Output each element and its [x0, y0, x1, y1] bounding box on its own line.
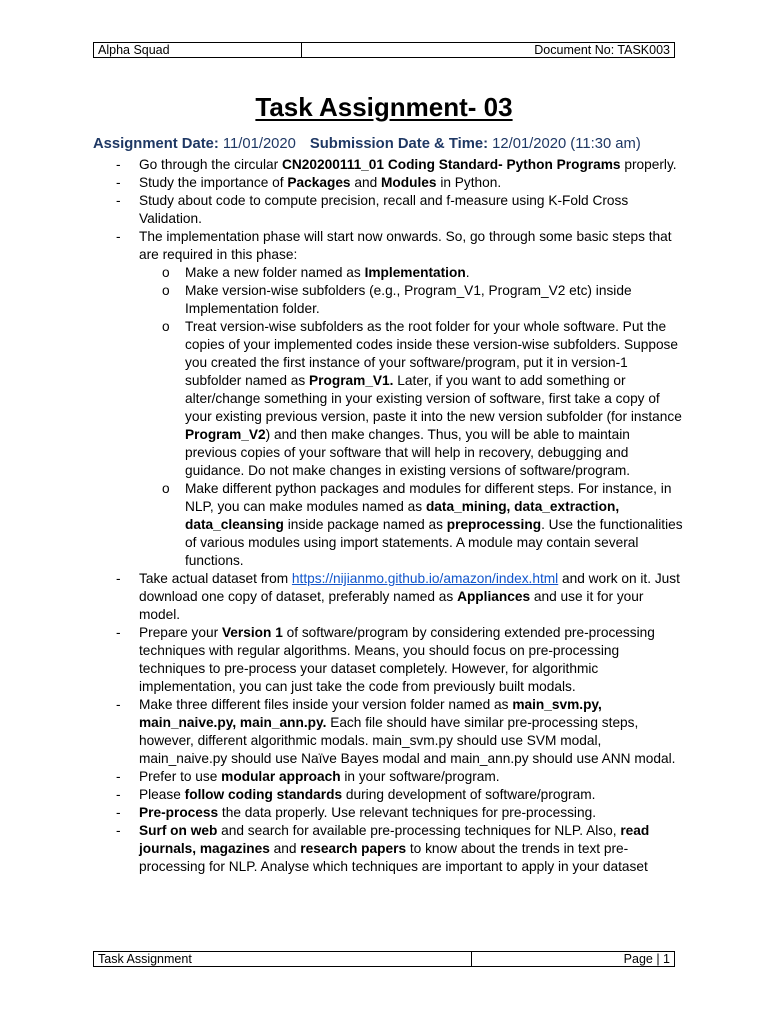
- footer-page-number: Page | 1: [471, 952, 674, 967]
- dash-bullet: -: [116, 193, 121, 208]
- sub-list-item: o Treat version-wise subfolders as the root folder for your whole software. Put the copies of your implemented codes inside these version-wise subfolders. Suppose you created the first instance of your software/program, put it in version-1 subfolder named as Program_V1. Later, if you want to add something or alter/change something in your existing version of software, first take a copy of your existing previous version, paste it into the new version subfolder (for instance Program_V2) and then make changes. Thus, you will be able to maintain previous copies of your software that will help in recovery, debugging and guidance. Do not make changes in existing versions of software/program.: [162, 319, 682, 478]
- circle-bullet: o: [162, 265, 170, 280]
- page-title: Task Assignment- 03: [255, 92, 513, 122]
- sub-list-item: o Make version-wise subfolders (e.g., Program_V1, Program_V2 etc) inside Implementation folder.: [162, 283, 632, 316]
- header-org-name: Alpha Squad: [94, 43, 302, 58]
- list-item: - Surf on web and search for available pre-processing techniques for NLP. Also, read journals, magazines and research papers to know about the trends in text pre-processing for NLP. Analyse which techniques are important to apply in your dataset: [116, 823, 650, 874]
- task-list: [93, 156, 683, 876]
- list-item: - Pre-process the data properly. Use relevant techniques for pre-processing.: [116, 805, 597, 820]
- dash-bullet: -: [116, 787, 121, 802]
- list-item: - Go through the circular CN20200111_01 Coding Standard- Python Programs properly.: [116, 157, 677, 172]
- dash-bullet: -: [116, 571, 121, 586]
- dash-bullet: -: [116, 769, 121, 784]
- assignment-date-value: 11/01/2020: [218, 136, 296, 152]
- footer-doc-type: Task Assignment: [94, 952, 472, 967]
- dash-bullet: -: [116, 229, 121, 244]
- dates-line: [93, 136, 693, 152]
- submission-date-value: 12/01/2020 (11:30 am): [488, 136, 641, 152]
- dash-bullet: -: [116, 157, 121, 172]
- implementation-steps-list: [139, 264, 683, 570]
- list-item: - Please follow coding standards during development of software/program.: [116, 787, 596, 802]
- list-item: - The implementation phase will start now onwards. So, go through some basic steps that are required in this phase: o Make a new folder named as Implementation. o Make version-wise subfolders (e.g., Program_V1, Program_V2 etc) inside Implementation folder. o Treat version-wise subfolders as the root folder for your whole software. Put the copies of your implemented codes inside these version-wise subfolders. Suppose you created the first instance of your software/program, put it in version-1 subfolder named as Program_V1. Later, if you want to add something or alter/change something in your existing version of software, first take a copy of your existing previous version, paste it into the new version subfolder (for instance Program_V2) and then make changes. Thus, you will be able to maintain previous copies of your software that will help in recovery, debugging and guidance. Do not make changes in existing versions of software/program. o Make different python packages and modules for different steps. For instance, in NLP, you can make modules named as data_mining, data_extraction, data_cleansing inside package named as preprocessing. Use the functionalities of various modules using import statements. A module may contain several functions.: [116, 229, 683, 568]
- page-footer: [93, 951, 675, 967]
- dash-bullet: -: [116, 805, 121, 820]
- dataset-link[interactable]: https://nijianmo.github.io/amazon/index.html: [291, 571, 559, 586]
- list-item: - Make three different files inside your version folder named as main_svm.py, main_naive.py, main_ann.py. Each file should have similar pre-processing steps, however, different algorithmic modals. main_svm.py should use SVM modal, main_naive.py should use Naïve Bayes modal and main_ann.py should use ANN modal.: [116, 697, 676, 766]
- circle-bullet: o: [162, 319, 170, 334]
- list-item: - Take actual dataset from https://nijianmo.github.io/amazon/index.html and work on it. Just download one copy of dataset, preferably named as Appliances and use it for your model.: [116, 571, 680, 622]
- header-document-number: Document No: TASK003: [301, 43, 674, 58]
- dash-bullet: -: [116, 823, 121, 838]
- dash-bullet: -: [116, 175, 121, 190]
- dash-bullet: -: [116, 625, 121, 640]
- circle-bullet: o: [162, 481, 170, 496]
- assignment-date-label: Assignment Date:: [93, 136, 219, 152]
- sub-list-item: o Make different python packages and modules for different steps. For instance, in NLP, you can make modules named as data_mining, data_extraction, data_cleansing inside package named as preprocessing. Use the functionalities of various modules using import statements. A module may contain several functions.: [162, 481, 683, 568]
- task-content: [93, 156, 683, 876]
- dash-bullet: -: [116, 697, 121, 712]
- submission-date-label: Submission Date & Time:: [309, 136, 489, 152]
- list-item: - Prefer to use modular approach in your software/program.: [116, 769, 500, 784]
- sub-list-item: o Make a new folder named as Implementation.: [162, 265, 470, 280]
- page-header: [93, 42, 675, 58]
- list-item: - Study the importance of Packages and Modules in Python.: [116, 175, 502, 190]
- circle-bullet: o: [162, 283, 170, 298]
- list-item: - Study about code to compute precision, recall and f-measure using K-Fold Cross Validation.: [116, 193, 629, 226]
- list-item: - Prepare your Version 1 of software/program by considering extended pre-processing techniques with regular algorithms. Means, you should focus on pre-processing techniques to pre-process your dataset completely. However, for algorithmic implementation, you can just take the code from previously built modals.: [116, 625, 655, 694]
